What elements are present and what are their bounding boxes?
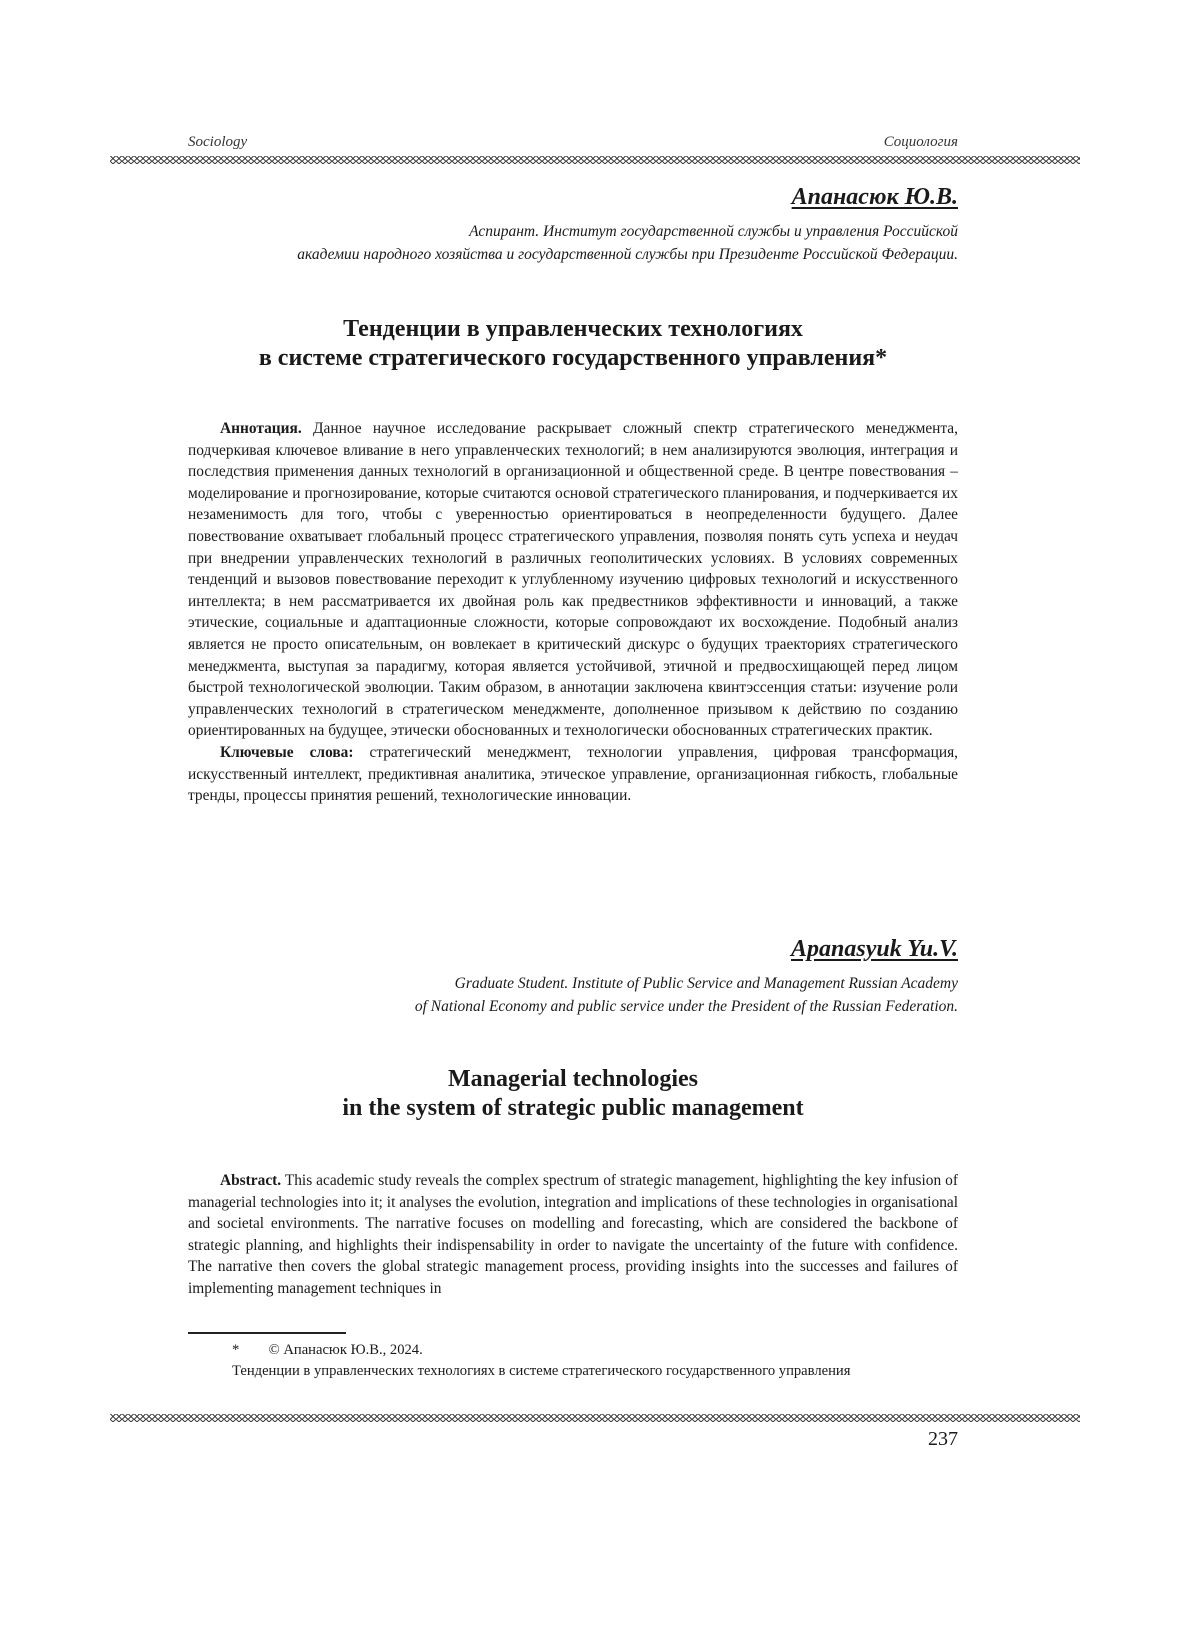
footnote-rule: [188, 1332, 346, 1334]
title-en-line1: Managerial technologies: [188, 1065, 958, 1094]
keywords-ru-paragraph: [188, 742, 958, 807]
footnote-text: Тенденции в управленческих технологиях в системе стратегического государственного управления: [188, 1361, 958, 1382]
abstract-en-paragraph: [188, 1170, 958, 1300]
header-right: Социология: [884, 134, 958, 151]
affiliation-ru: [198, 220, 958, 266]
abstract-en-text: This academic study reveals the complex spectrum of strategic management, highlighting the key infusion of managerial technologies into it; it analyses the evolution, integration and implications of these technologies in organisational and societal environments. The narrative focuses on modelling and forecasting, which are considered the backbone of strategic planning, and highlights their indispensability in order to navigate the uncertainty of the future with confidence. The narrative then covers the global strategic management process, providing insights into the successes and failures of implementing management techniques in: [188, 1172, 958, 1297]
abstract-en-label: Abstract.: [220, 1172, 281, 1189]
abstract-ru-paragraph: [188, 418, 958, 742]
affiliation-ru-line1: Аспирант. Институт государственной службы и управления Российской: [198, 220, 958, 243]
page-number: 237: [928, 1428, 958, 1451]
title-ru-line2: в системе стратегического государственного управления*: [188, 344, 958, 373]
title-ru-line1: Тенденции в управленческих технологиях: [188, 315, 958, 344]
article-title-en: [188, 1065, 958, 1123]
affiliation-en-line2: of National Economy and public service under the President of the Russian Federation.: [198, 995, 958, 1018]
footnote: [188, 1340, 958, 1382]
affiliation-en: [198, 972, 958, 1018]
footnote-copyright-line: [188, 1340, 958, 1361]
abstract-ru-text: Данное научное исследование раскрывает сложный спектр стратегического менеджмента, подчеркивая ключевое вливание в него управленческих технологий; в нем анализируются эволюция, интеграция и последствия применения данных технологий в организационной и общественной среде. В центре повествования – моделирование и прогнозирование, которые считаются основой стратегического планирования, и подчеркивается их незаменимость для того, чтобы с уверенностью ориентироваться в неопределенности будущего. Далее повествование охватывает глобальный процесс стратегического управления, позволяя понять суть успеха и неудач при внедрении управленческих технологий в различных геополитических условиях. В условиях современных тенденций и вызовов повествование переходит к углубленному изучению цифровых технологий и искусственного интеллекта; в нем рассматривается их двойная роль как предвестников эффективности и инноваций, а также этические, социальные и адаптационные сложности, которые сопровождают их восхождение. Подобный анализ является не просто описательным, он вовлекает в критический дискурс о будущих траекториях стратегического менеджмента, выступая за парадигму, которая является устойчивой, этичной и предвосхищающей перед лицом быстрой технологической эволюции. Таким образом, в аннотации заключена квинтэссенция статьи: изучение роли управленческих технологий в стратегическом менеджменте, дополненное призывом к действию по созданию ориентированных на будущее, этически обоснованных и технологически обоснованных стратегических практик.: [188, 420, 958, 739]
title-en-line2: in the system of strategic public management: [188, 1094, 958, 1123]
abstract-ru: [188, 418, 958, 807]
header-left: Sociology: [188, 134, 247, 151]
affiliation-en-line1: Graduate Student. Institute of Public Service and Management Russian Academy: [198, 972, 958, 995]
keywords-ru-label: Ключевые слова:: [220, 744, 354, 761]
top-ornament-rule: [110, 156, 1080, 164]
footnote-copyright: © Апанасюк Ю.В., 2024.: [269, 1342, 423, 1358]
affiliation-ru-line2: академии народного хозяйства и государственной службы при Президенте Российской Федерации.: [198, 243, 958, 266]
keywords-ru-text: стратегический менеджмент, технологии управления, цифровая трансформация, искусственный интеллект, предиктивная аналитика, этическое управление, организационная гибкость, глобальные тренды, процессы принятия решений, технологические инновации.: [188, 744, 958, 804]
abstract-en: [188, 1170, 958, 1300]
author-name-ru: Апанасюк Ю.В.: [792, 184, 958, 211]
footnote-marker: *: [232, 1342, 239, 1358]
author-name-en: Apanasyuk Yu.V.: [791, 936, 958, 963]
abstract-ru-label: Аннотация.: [220, 420, 302, 437]
bottom-ornament-rule: [110, 1414, 1080, 1422]
running-header: [188, 134, 958, 151]
article-title-ru: [188, 315, 958, 373]
